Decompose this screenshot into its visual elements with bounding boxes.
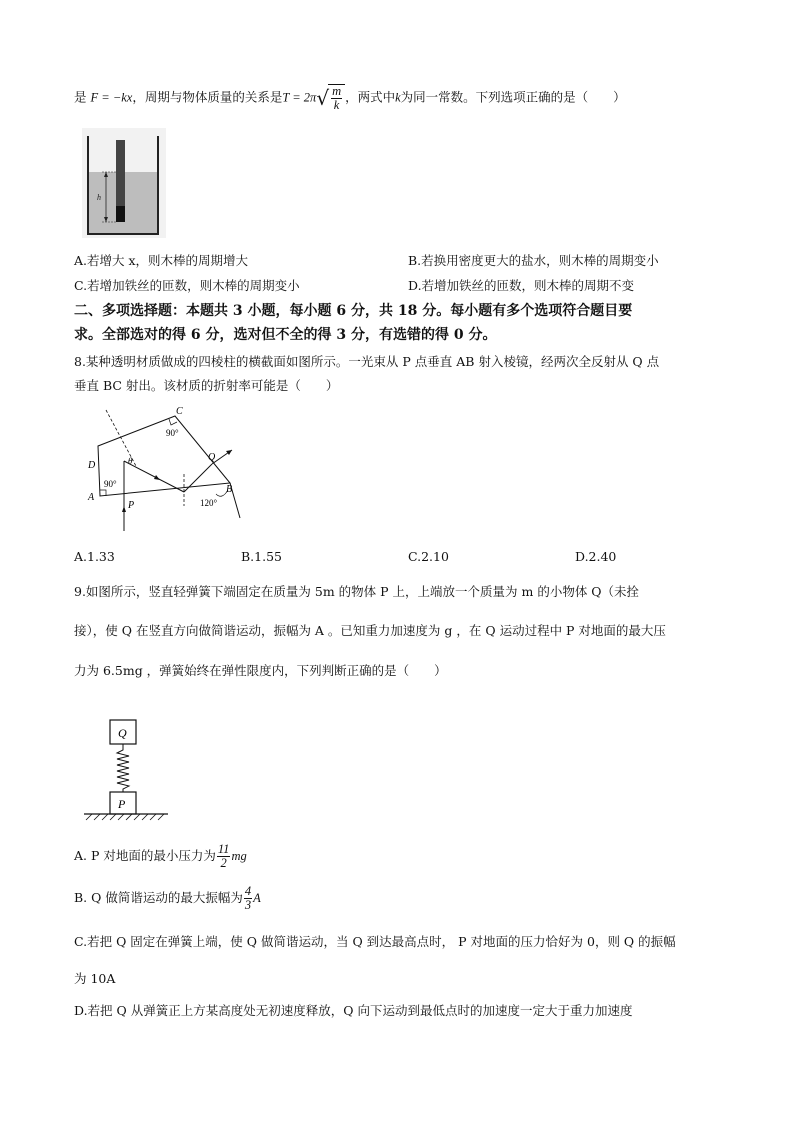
sqrt-body — [328, 84, 345, 112]
q8-option-a[interactable]: A.1.33 — [74, 549, 115, 564]
q7-stem-b: ，周期与物体质量的关系是 — [132, 89, 283, 105]
q8-option-b[interactable]: B.1.55 — [241, 549, 282, 564]
label-h: h — [97, 193, 101, 202]
frac-4-3 — [244, 885, 252, 912]
q7-figure-beaker — [82, 128, 166, 238]
q7-option-b[interactable]: B.若换用密度更大的盐水，则木棒的周期变小 — [408, 253, 659, 268]
label-q: Q — [208, 452, 216, 463]
q7-stem — [74, 84, 626, 112]
q7-option-a[interactable]: A.若增大 x，则木棒的周期增大 — [74, 253, 249, 268]
frac-11-2 — [217, 843, 231, 870]
q9-stem-line3: 力为 6.5mg ，弹簧始终在弹性限度内，下列判断正确的是（ ） — [74, 663, 447, 678]
label-b: B — [226, 484, 233, 495]
frac-den: k — [333, 98, 340, 112]
formula-force: F = −kx — [90, 90, 133, 105]
q8-figure-prism — [84, 406, 244, 536]
frac-4-3-num: 4 — [244, 884, 252, 898]
q9-figure-spring — [82, 718, 172, 828]
frac-num: m — [332, 84, 342, 98]
q8-option-d[interactable]: D.2.40 — [575, 549, 617, 564]
label-90-left: 90° — [104, 479, 117, 489]
q7-stem-a: 是 — [74, 89, 87, 105]
section2-heading-line1: 二、多项选择题：本题共 3 小题，每小题 6 分，共 18 分。每小题有多个选项符合题目要 — [74, 303, 633, 319]
q9-option-a-text: A. P 对地面的最小压力为 — [74, 848, 216, 863]
label-q-block: Q — [118, 726, 127, 740]
q7-stem-d: 为同一常数。下列选项正确的是（ ） — [400, 89, 626, 105]
q7-k: k — [395, 90, 401, 105]
sqrt-symbol: √ — [316, 86, 330, 110]
frac-11-2-num: 11 — [217, 842, 230, 856]
q7-option-d[interactable]: D.若增加铁丝的匝数，则木棒的周期不变 — [408, 278, 635, 293]
label-90-top: 90° — [166, 428, 179, 438]
q9-stem-line1: 9.如图所示，竖直轻弹簧下端固定在质量为 5m 的物体 P 上，上端放一个质量为 m 的小物体 Q（未拴 — [74, 584, 640, 599]
q9-stem-line2: 接），使 Q 在竖直方向做简谐运动，振幅为 A 。已知重力加速度为 g ，在 Q 运动过程中 P 对地面的最大压 — [74, 623, 666, 638]
label-120: 120° — [200, 498, 218, 508]
q7-stem-c: ，两式中 — [345, 89, 396, 105]
label-c: C — [176, 406, 183, 417]
formula-period: T = 2π — [282, 90, 317, 105]
q9-option-c-line2[interactable]: 为 10A — [74, 971, 116, 986]
q9-option-a[interactable] — [74, 843, 247, 870]
q8-stem-line1: 8.某种透明材质做成的四棱柱的横截面如图所示。一光束从 P 点垂直 AB 射入棱镜，经两次全反射从 Q 点 — [74, 354, 660, 369]
frac-4-3-den: 3 — [244, 898, 252, 912]
q8-option-c[interactable]: C.2.10 — [408, 549, 449, 564]
q9-option-b[interactable] — [74, 885, 261, 912]
q7-option-c[interactable]: C.若增加铁丝的匝数，则木棒的周期变小 — [74, 278, 300, 293]
q8-stem-line2: 垂直 BC 射出。该材质的折射率可能是（ ） — [74, 378, 339, 393]
frac-m-k — [331, 85, 342, 112]
q9-option-b-text: B. Q 做简谐运动的最大振幅为 — [74, 890, 243, 905]
label-p-block: P — [118, 797, 126, 811]
q9-option-b-unit: A — [253, 891, 261, 905]
label-a: A — [88, 492, 95, 503]
label-p: P — [128, 500, 135, 511]
q9-option-a-unit: mg — [231, 849, 247, 863]
q9-option-d[interactable]: D.若把 Q 从弹簧正上方某高度处无初速度释放，Q 向下运动到最低点时的加速度一定大于重力加速度 — [74, 1003, 633, 1018]
q9-option-c-line1[interactable]: C.若把 Q 固定在弹簧上端，使 Q 做简谐运动，当 Q 到达最高点时， P 对地面的压力恰好为 0，则 Q 的振幅 — [74, 934, 676, 949]
section2-heading-line2: 求。全部选对的得 6 分，选对但不全的得 3 分，有选错的得 0 分。 — [74, 327, 497, 343]
label-theta: θ — [128, 456, 133, 466]
frac-11-2-den: 2 — [220, 856, 227, 870]
label-d: D — [88, 460, 96, 471]
